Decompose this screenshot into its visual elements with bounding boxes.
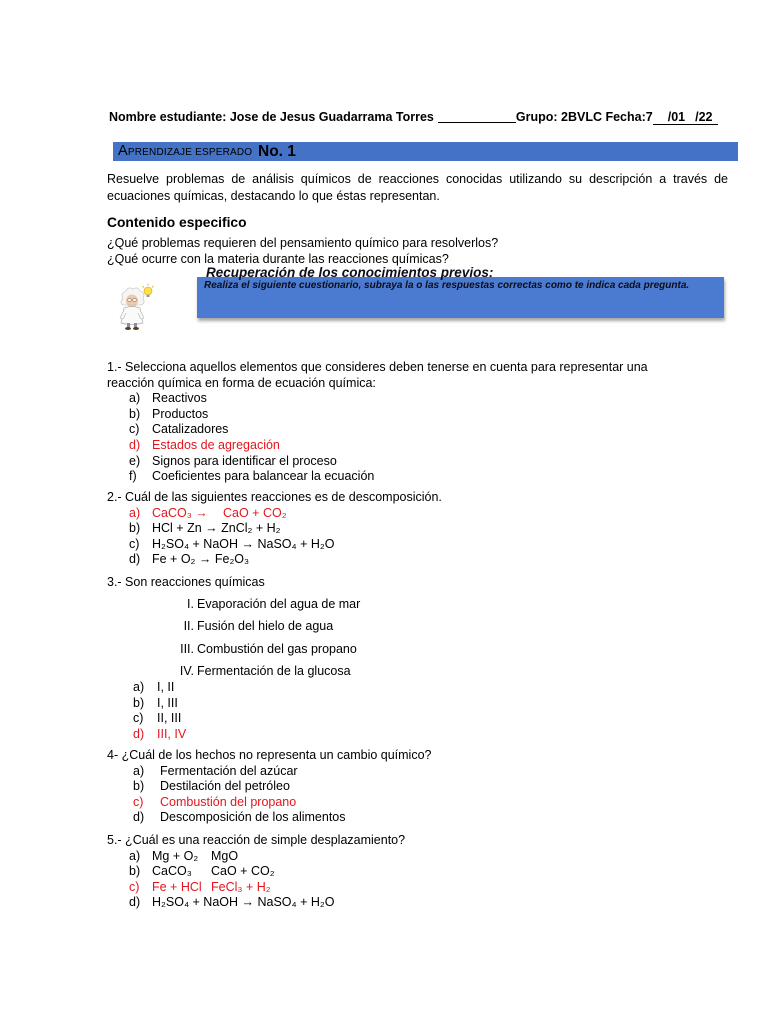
option-text: H₂SO₄ + NaOH → NaSO₄ + H₂O xyxy=(152,536,335,551)
scientist-icon xyxy=(115,283,157,331)
option xyxy=(107,552,728,568)
question-prompt: 2.- Cuál de las siguientes reacciones es de descomposición. xyxy=(107,490,442,504)
option-letter: b) xyxy=(133,779,145,794)
learning-outcome: Resuelve problemas de análisis químicos de reacciones conocidas utilizando su descripción a través de ecuaciones químicas, destacando lo que éstas representan. xyxy=(107,172,728,203)
student-header xyxy=(109,110,718,126)
option-text: Coeficientes para balancear la ecuación xyxy=(152,469,375,484)
option xyxy=(107,506,728,522)
option-products: MgO xyxy=(211,848,239,863)
statement xyxy=(107,619,507,641)
prior-knowledge-title: Recuperación de los conocimientos previos: xyxy=(206,265,494,280)
question-1 xyxy=(107,360,728,485)
option-letter: a) xyxy=(129,505,141,520)
statement-numeral: III. xyxy=(180,641,194,656)
option xyxy=(107,391,728,407)
option-text: I, II xyxy=(157,680,175,694)
option xyxy=(107,849,728,865)
statement-text: Combustión del gas propano xyxy=(197,641,357,656)
option-text: Fermentación del azúcar xyxy=(160,763,298,778)
name-underline-blank xyxy=(438,111,516,123)
option-text: Destilación del petróleo xyxy=(160,779,290,794)
guiding-question: ¿Qué ocurre con la materia durante las reacciones químicas? xyxy=(107,252,449,266)
option xyxy=(107,521,728,537)
option-text: Signos para identificar el proceso xyxy=(152,453,337,468)
question-3 xyxy=(107,575,728,591)
option xyxy=(107,727,728,743)
option-letter: a) xyxy=(133,763,145,778)
question-2 xyxy=(107,490,728,568)
option-text: Catalizadores xyxy=(152,422,229,437)
date-year: /22 xyxy=(695,110,713,124)
option-products: FeCl₃ + H₂ xyxy=(211,879,271,894)
option xyxy=(107,696,728,712)
statement-numeral: IV. xyxy=(179,663,194,678)
option-text: Reactivos xyxy=(152,391,207,406)
option-text: Fe + O₂ → Fe₂O₃ xyxy=(152,552,250,567)
option-letter: a) xyxy=(129,391,141,406)
option xyxy=(107,810,728,826)
option-letter: b) xyxy=(129,521,141,536)
option xyxy=(107,764,728,780)
learning-banner xyxy=(113,142,738,161)
question-5 xyxy=(107,833,728,911)
date-field xyxy=(653,111,718,125)
group-date-label: Grupo: 2BVLC Fecha:7 xyxy=(515,110,653,124)
option-text: HCl + Zn → ZnCl₂ + H₂ xyxy=(152,521,281,536)
option-letter: b) xyxy=(129,864,141,879)
statement-list xyxy=(107,597,507,686)
option-text: Descomposición de los alimentos xyxy=(160,810,346,825)
question-prompt: 3.- Son reacciones químicas xyxy=(107,575,265,589)
option-letter: d) xyxy=(129,437,141,452)
question-prompt: 1.- Selecciona aquellos elementos que consideres deben tenerse en cuenta para representar una reacción química en forma de ecuación química: xyxy=(107,360,648,390)
option-letter: a) xyxy=(133,680,145,694)
option-letter: d) xyxy=(129,895,141,910)
option xyxy=(107,779,728,795)
option xyxy=(107,895,728,911)
option-text: II, III xyxy=(157,711,182,726)
option-letter: c) xyxy=(129,422,140,437)
date-month: /01 xyxy=(667,110,686,124)
option-text: H₂SO₄ + NaOH → NaSO₄ + H₂O xyxy=(152,895,335,910)
statement-numeral: II. xyxy=(183,619,194,634)
option-reactants: Mg + O₂ xyxy=(152,848,199,863)
option xyxy=(107,454,728,470)
statement-numeral: I. xyxy=(187,597,194,611)
option-text: Productos xyxy=(152,406,209,421)
statement xyxy=(107,597,507,619)
option-letter: c) xyxy=(129,536,140,551)
statement xyxy=(107,642,507,664)
option xyxy=(107,880,728,896)
option-reactants: CaCO₃ → xyxy=(152,505,208,520)
question-3-options xyxy=(107,680,728,742)
question-prompt: 4- ¿Cuál de los hechos no representa un cambio químico? xyxy=(107,748,432,762)
banner-number: No. 1 xyxy=(258,143,296,160)
option xyxy=(107,537,728,553)
option-letter: c) xyxy=(129,879,140,894)
option-letter: e) xyxy=(129,453,141,468)
option xyxy=(107,469,728,485)
prior-knowledge-instructions: Realiza el siguiente cuestionario, subraya la o las respuestas correctas como te indica cada pregunta. xyxy=(204,280,690,291)
option-products: CaO + CO₂ xyxy=(223,505,287,520)
option xyxy=(107,680,728,696)
statement-text: Evaporación del agua de mar xyxy=(197,597,361,611)
option-text: I, III xyxy=(157,695,178,710)
option-letter: b) xyxy=(129,406,141,421)
option-text: Estados de agregación xyxy=(152,437,280,452)
statement-text: Fusión del hielo de agua xyxy=(197,619,334,634)
statement-text: Fermentación de la glucosa xyxy=(197,663,351,678)
banner-label: APRENDIZAJE ESPERADO xyxy=(118,143,253,159)
option-products: CaO + CO₂ xyxy=(211,864,275,879)
option-reactants: Fe + HCl xyxy=(152,879,202,894)
option-letter: c) xyxy=(133,711,144,726)
option-text: III, IV xyxy=(157,726,187,741)
option xyxy=(107,438,728,454)
option-letter: a) xyxy=(129,848,141,863)
question-prompt: 5.- ¿Cuál es una reacción de simple desplazamiento? xyxy=(107,833,406,847)
option-text: Combustión del propano xyxy=(160,794,297,809)
content-heading: Contenido especifico xyxy=(107,215,247,230)
option xyxy=(107,407,728,423)
option-reactants: CaCO₃ xyxy=(152,864,192,879)
option xyxy=(107,711,728,727)
student-name: Nombre estudiante: Jose de Jesus Guadarrama Torres xyxy=(109,110,434,124)
guiding-question: ¿Qué problemas requieren del pensamiento químico para resolverlos? xyxy=(107,236,499,250)
option-letter: d) xyxy=(133,810,145,825)
option-letter: f) xyxy=(129,469,137,484)
option-letter: d) xyxy=(133,726,145,741)
option xyxy=(107,422,728,438)
option-letter: d) xyxy=(129,552,141,567)
question-4 xyxy=(107,748,728,826)
option-letter: c) xyxy=(133,794,144,809)
option xyxy=(107,795,728,811)
option xyxy=(107,864,728,880)
option-letter: b) xyxy=(133,695,145,710)
